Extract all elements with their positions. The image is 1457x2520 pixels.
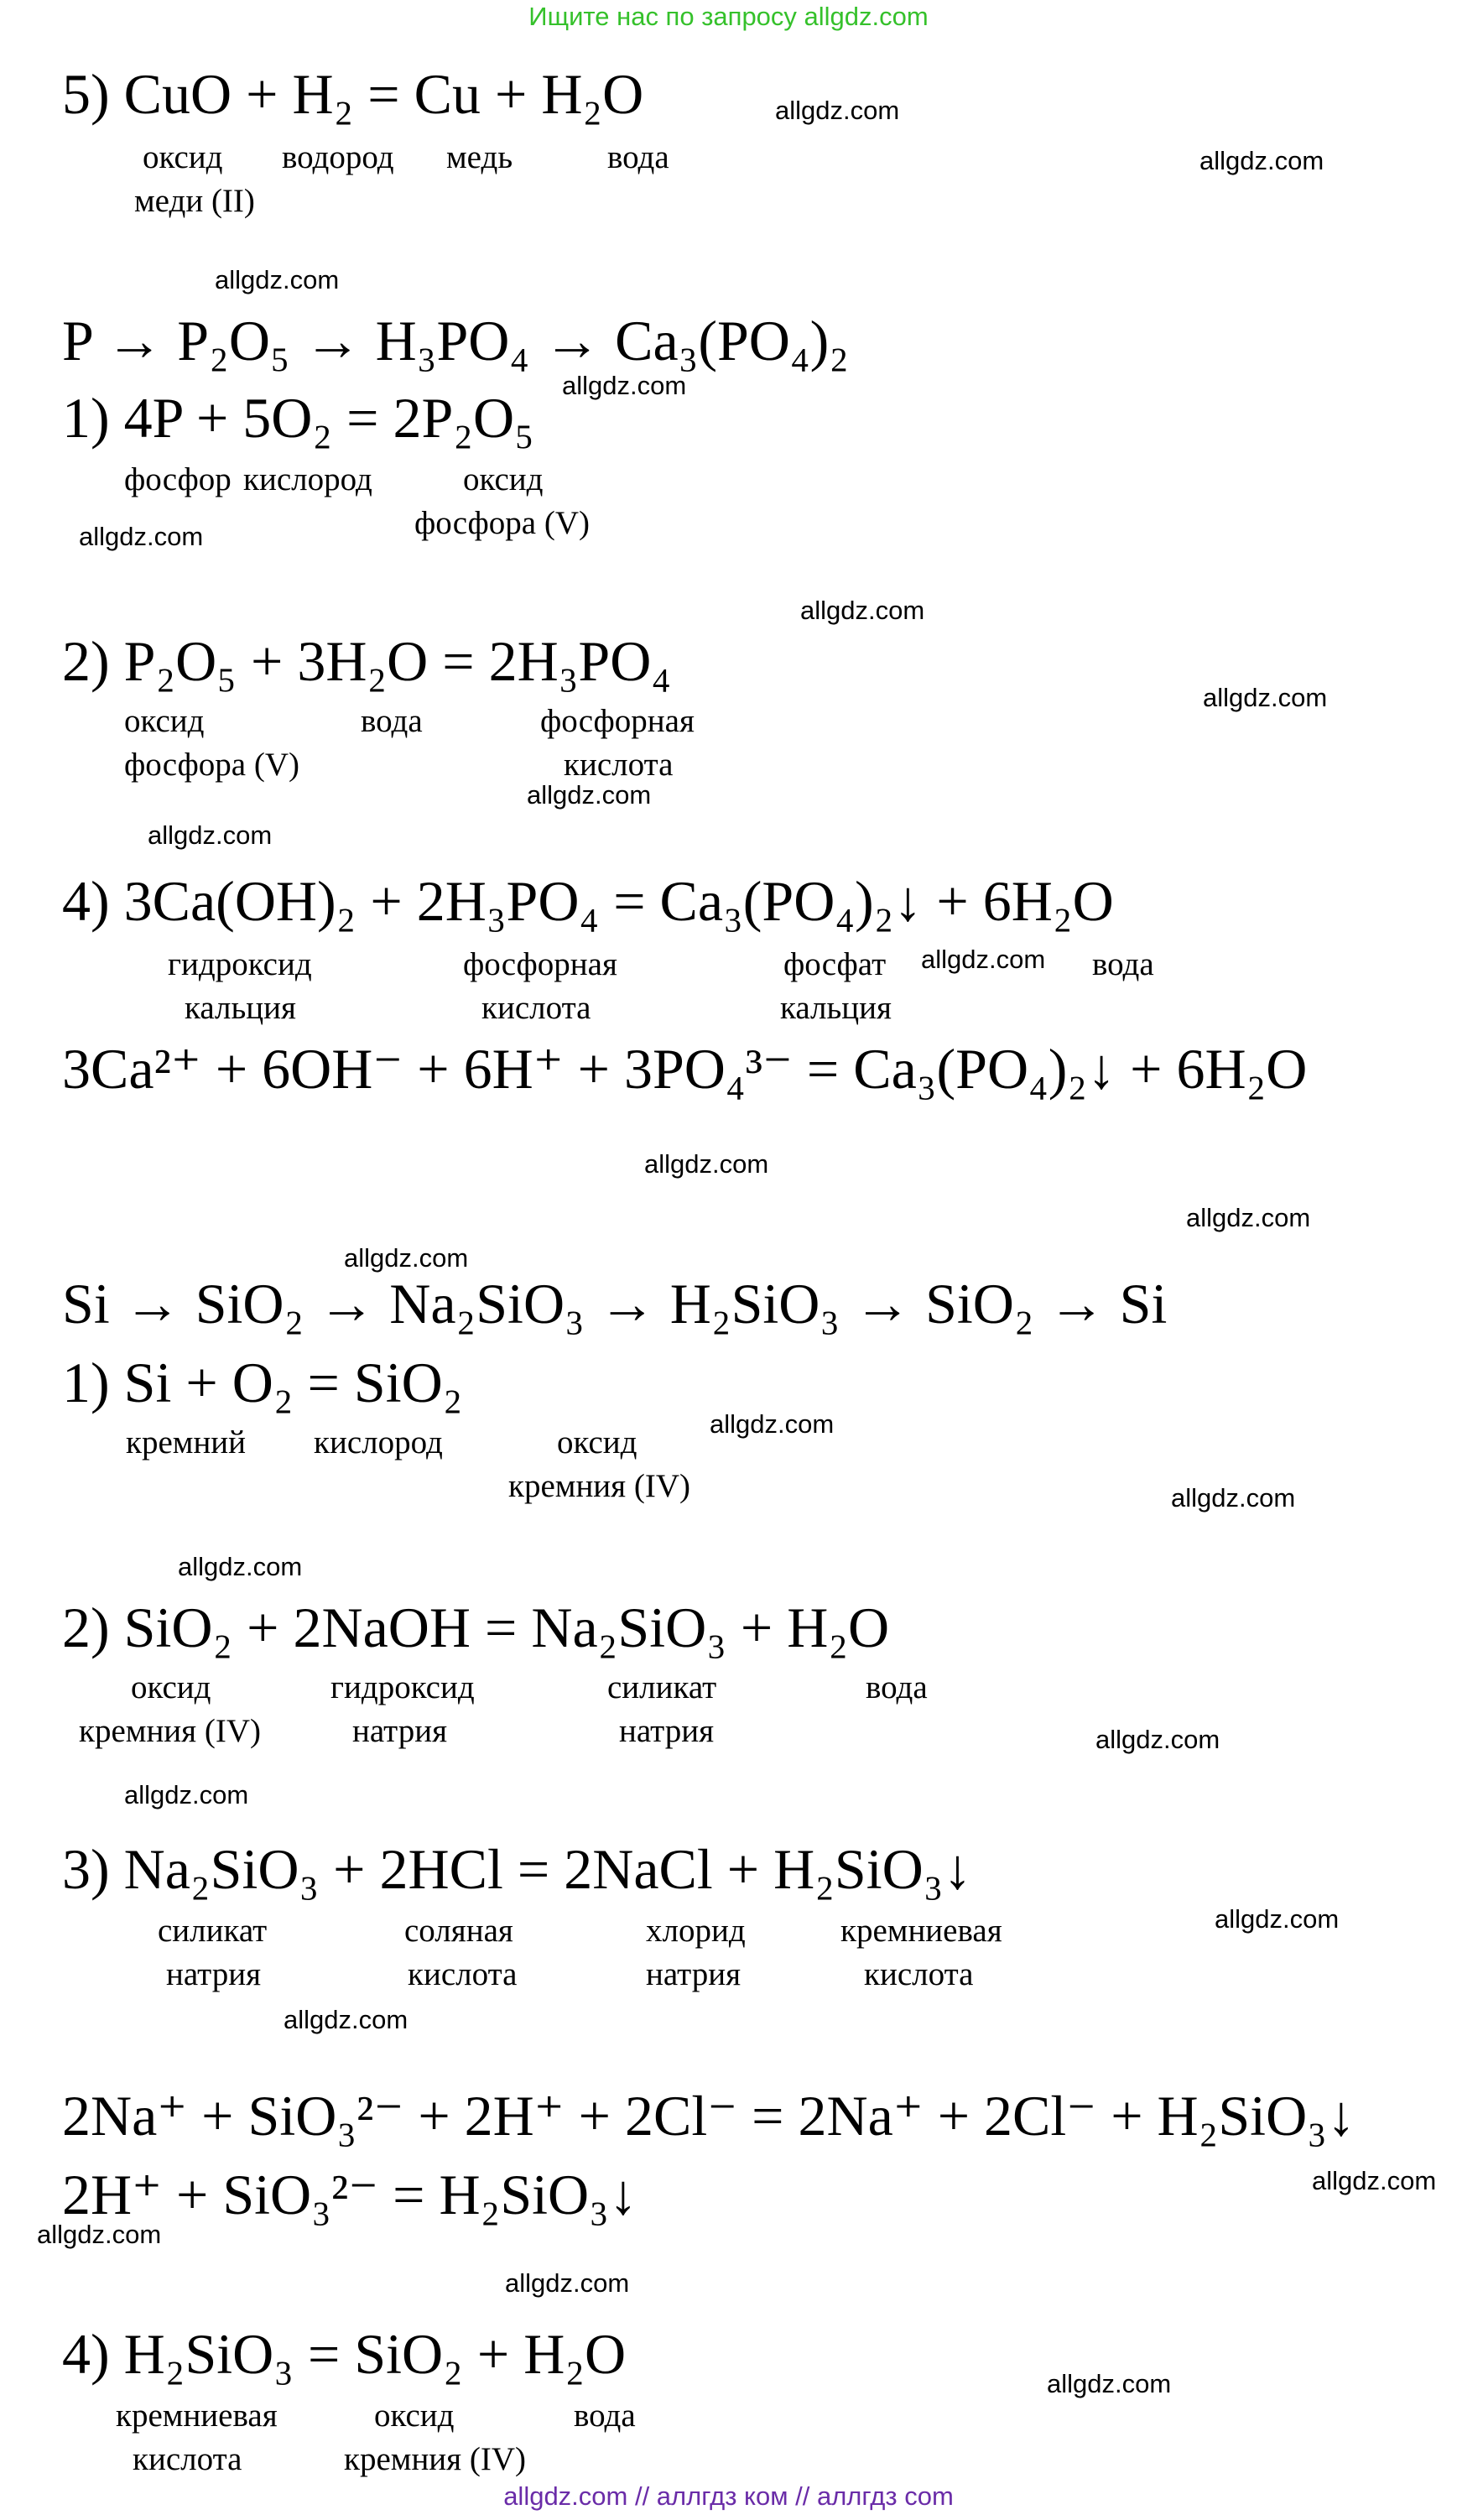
equation-line: 1) 4P + 5O₂ = 2P₂O₅ xyxy=(62,386,534,450)
watermark-text: allgdz.com xyxy=(710,1409,835,1439)
equation-line: 2) SiO₂ + 2NaOH = Na₂SiO₃ + H₂O xyxy=(62,1596,890,1659)
watermark-text: allgdz.com xyxy=(527,780,652,810)
term-label: фосфат xyxy=(783,946,887,982)
watermark-text: allgdz.com xyxy=(1186,1203,1311,1232)
watermark-text: allgdz.com xyxy=(1199,146,1324,175)
watermark-text: allgdz.com xyxy=(1215,1904,1340,1934)
equation-line: Si → SiO₂ → Na₂SiO₃ → H₂SiO₃ → SiO₂ → Si xyxy=(62,1272,1168,1335)
term-label: силикат xyxy=(158,1913,268,1949)
term-label: натрия xyxy=(166,1956,262,1992)
term-label: водород xyxy=(282,139,394,175)
watermark-text: allgdz.com xyxy=(1095,1725,1220,1754)
equation-line: 4) 3Ca(OH)₂ + 2H₃PO₄ = Ca₃(PO₄)₂↓ + 6H₂O xyxy=(62,869,1114,933)
term-label: фосфор xyxy=(124,461,232,497)
term-label: кислота xyxy=(408,1956,518,1992)
watermark-text: allgdz.com xyxy=(344,1243,469,1273)
watermark-text: allgdz.com xyxy=(1047,2369,1172,2398)
equation-line: 3) Na₂SiO₃ + 2HCl = 2NaCl + H₂SiO₃↓ xyxy=(62,1837,972,1901)
term-label: меди (II) xyxy=(134,183,255,219)
watermark-text: allgdz.com xyxy=(37,2220,162,2249)
watermark-text: allgdz.com xyxy=(921,945,1046,974)
watermark-text: allgdz.com xyxy=(215,265,340,294)
watermark-text: allgdz.com xyxy=(1171,1483,1296,1513)
term-label: оксид xyxy=(143,139,223,175)
watermark-text: allgdz.com xyxy=(284,2005,408,2034)
equation-line: 2H⁺ + SiO₃²⁻ = H₂SiO₃↓ xyxy=(62,2163,637,2226)
term-label: натрия xyxy=(352,1713,448,1749)
term-label: оксид xyxy=(124,703,205,739)
term-label: фосфорная xyxy=(463,946,617,982)
watermark-text: allgdz.com xyxy=(562,371,687,400)
equation-line: 2) P₂O₅ + 3H₂O = 2H₃PO₄ xyxy=(62,629,672,693)
header-search-hint[interactable]: Ищите нас по запросу allgdz.com xyxy=(528,2,929,31)
equation-line: 4) H₂SiO₃ = SiO₂ + H₂O xyxy=(62,2322,627,2386)
term-label: фосфора (V) xyxy=(124,747,299,783)
term-label: натрия xyxy=(619,1713,715,1749)
term-label: силикат xyxy=(607,1669,717,1705)
watermark-text: allgdz.com xyxy=(148,820,273,850)
term-label: кислород xyxy=(243,461,372,497)
equation-line: 1) Si + O₂ = SiO₂ xyxy=(62,1351,463,1414)
term-label: кремния (IV) xyxy=(344,2441,526,2477)
term-label: вода xyxy=(866,1669,928,1705)
footer-links[interactable]: allgdz.com // аллгдз ком // аллгдз com xyxy=(503,2481,954,2511)
equation-line: 3Ca²⁺ + 6OH⁻ + 6H⁺ + 3PO₄³⁻ = Ca₃(PO₄)₂↓ + 6H₂O xyxy=(62,1037,1308,1101)
term-label: оксид xyxy=(131,1669,211,1705)
term-label: кремния (IV) xyxy=(79,1713,261,1749)
term-label: вода xyxy=(574,2398,636,2434)
term-label: оксид xyxy=(557,1424,637,1460)
equation-line: 2Na⁺ + SiO₃²⁻ + 2H⁺ + 2Cl⁻ = 2Na⁺ + 2Cl⁻ + H₂SiO₃↓ xyxy=(62,2084,1356,2148)
term-label: кислота xyxy=(864,1956,974,1992)
term-label: кремниевая xyxy=(840,1913,1002,1949)
term-label: кислота xyxy=(564,747,674,783)
term-label: кремния (IV) xyxy=(508,1468,690,1504)
watermark-text: allgdz.com xyxy=(775,96,900,125)
term-label: соляная xyxy=(404,1913,513,1949)
term-label: хлорид xyxy=(646,1913,746,1949)
term-label: кремниевая xyxy=(116,2398,278,2434)
watermark-text: allgdz.com xyxy=(800,596,925,625)
watermark-text: allgdz.com xyxy=(178,1552,303,1581)
term-label: медь xyxy=(446,139,513,175)
term-label: кальция xyxy=(185,990,296,1026)
term-label: кремний xyxy=(126,1424,247,1460)
term-label: гидроксид xyxy=(168,946,312,982)
term-label: вода xyxy=(361,703,423,739)
term-label: кислота xyxy=(133,2441,242,2477)
watermark-text: allgdz.com xyxy=(1203,683,1328,712)
term-label: кальция xyxy=(780,990,892,1026)
term-label: кислота xyxy=(481,990,591,1026)
watermark-text: allgdz.com xyxy=(79,522,204,551)
watermark-text: allgdz.com xyxy=(124,1780,249,1809)
term-label: вода xyxy=(607,139,669,175)
term-label: натрия xyxy=(646,1956,742,1992)
term-label: оксид xyxy=(374,2398,455,2434)
term-label: кислород xyxy=(314,1424,443,1460)
watermark-text: allgdz.com xyxy=(505,2268,630,2298)
term-label: вода xyxy=(1092,946,1154,982)
watermark-text: allgdz.com xyxy=(1312,2166,1437,2195)
term-label: гидроксид xyxy=(330,1669,475,1705)
equation-line: 5) CuO + H₂ = Cu + H₂O xyxy=(62,62,644,126)
watermark-text: allgdz.com xyxy=(644,1149,769,1179)
term-label: фосфора (V) xyxy=(414,505,590,541)
term-label: оксид xyxy=(463,461,544,497)
equation-line: P → P₂O₅ → H₃PO₄ → Ca₃(PO₄)₂ xyxy=(62,309,849,372)
term-label: фосфорная xyxy=(540,703,695,739)
